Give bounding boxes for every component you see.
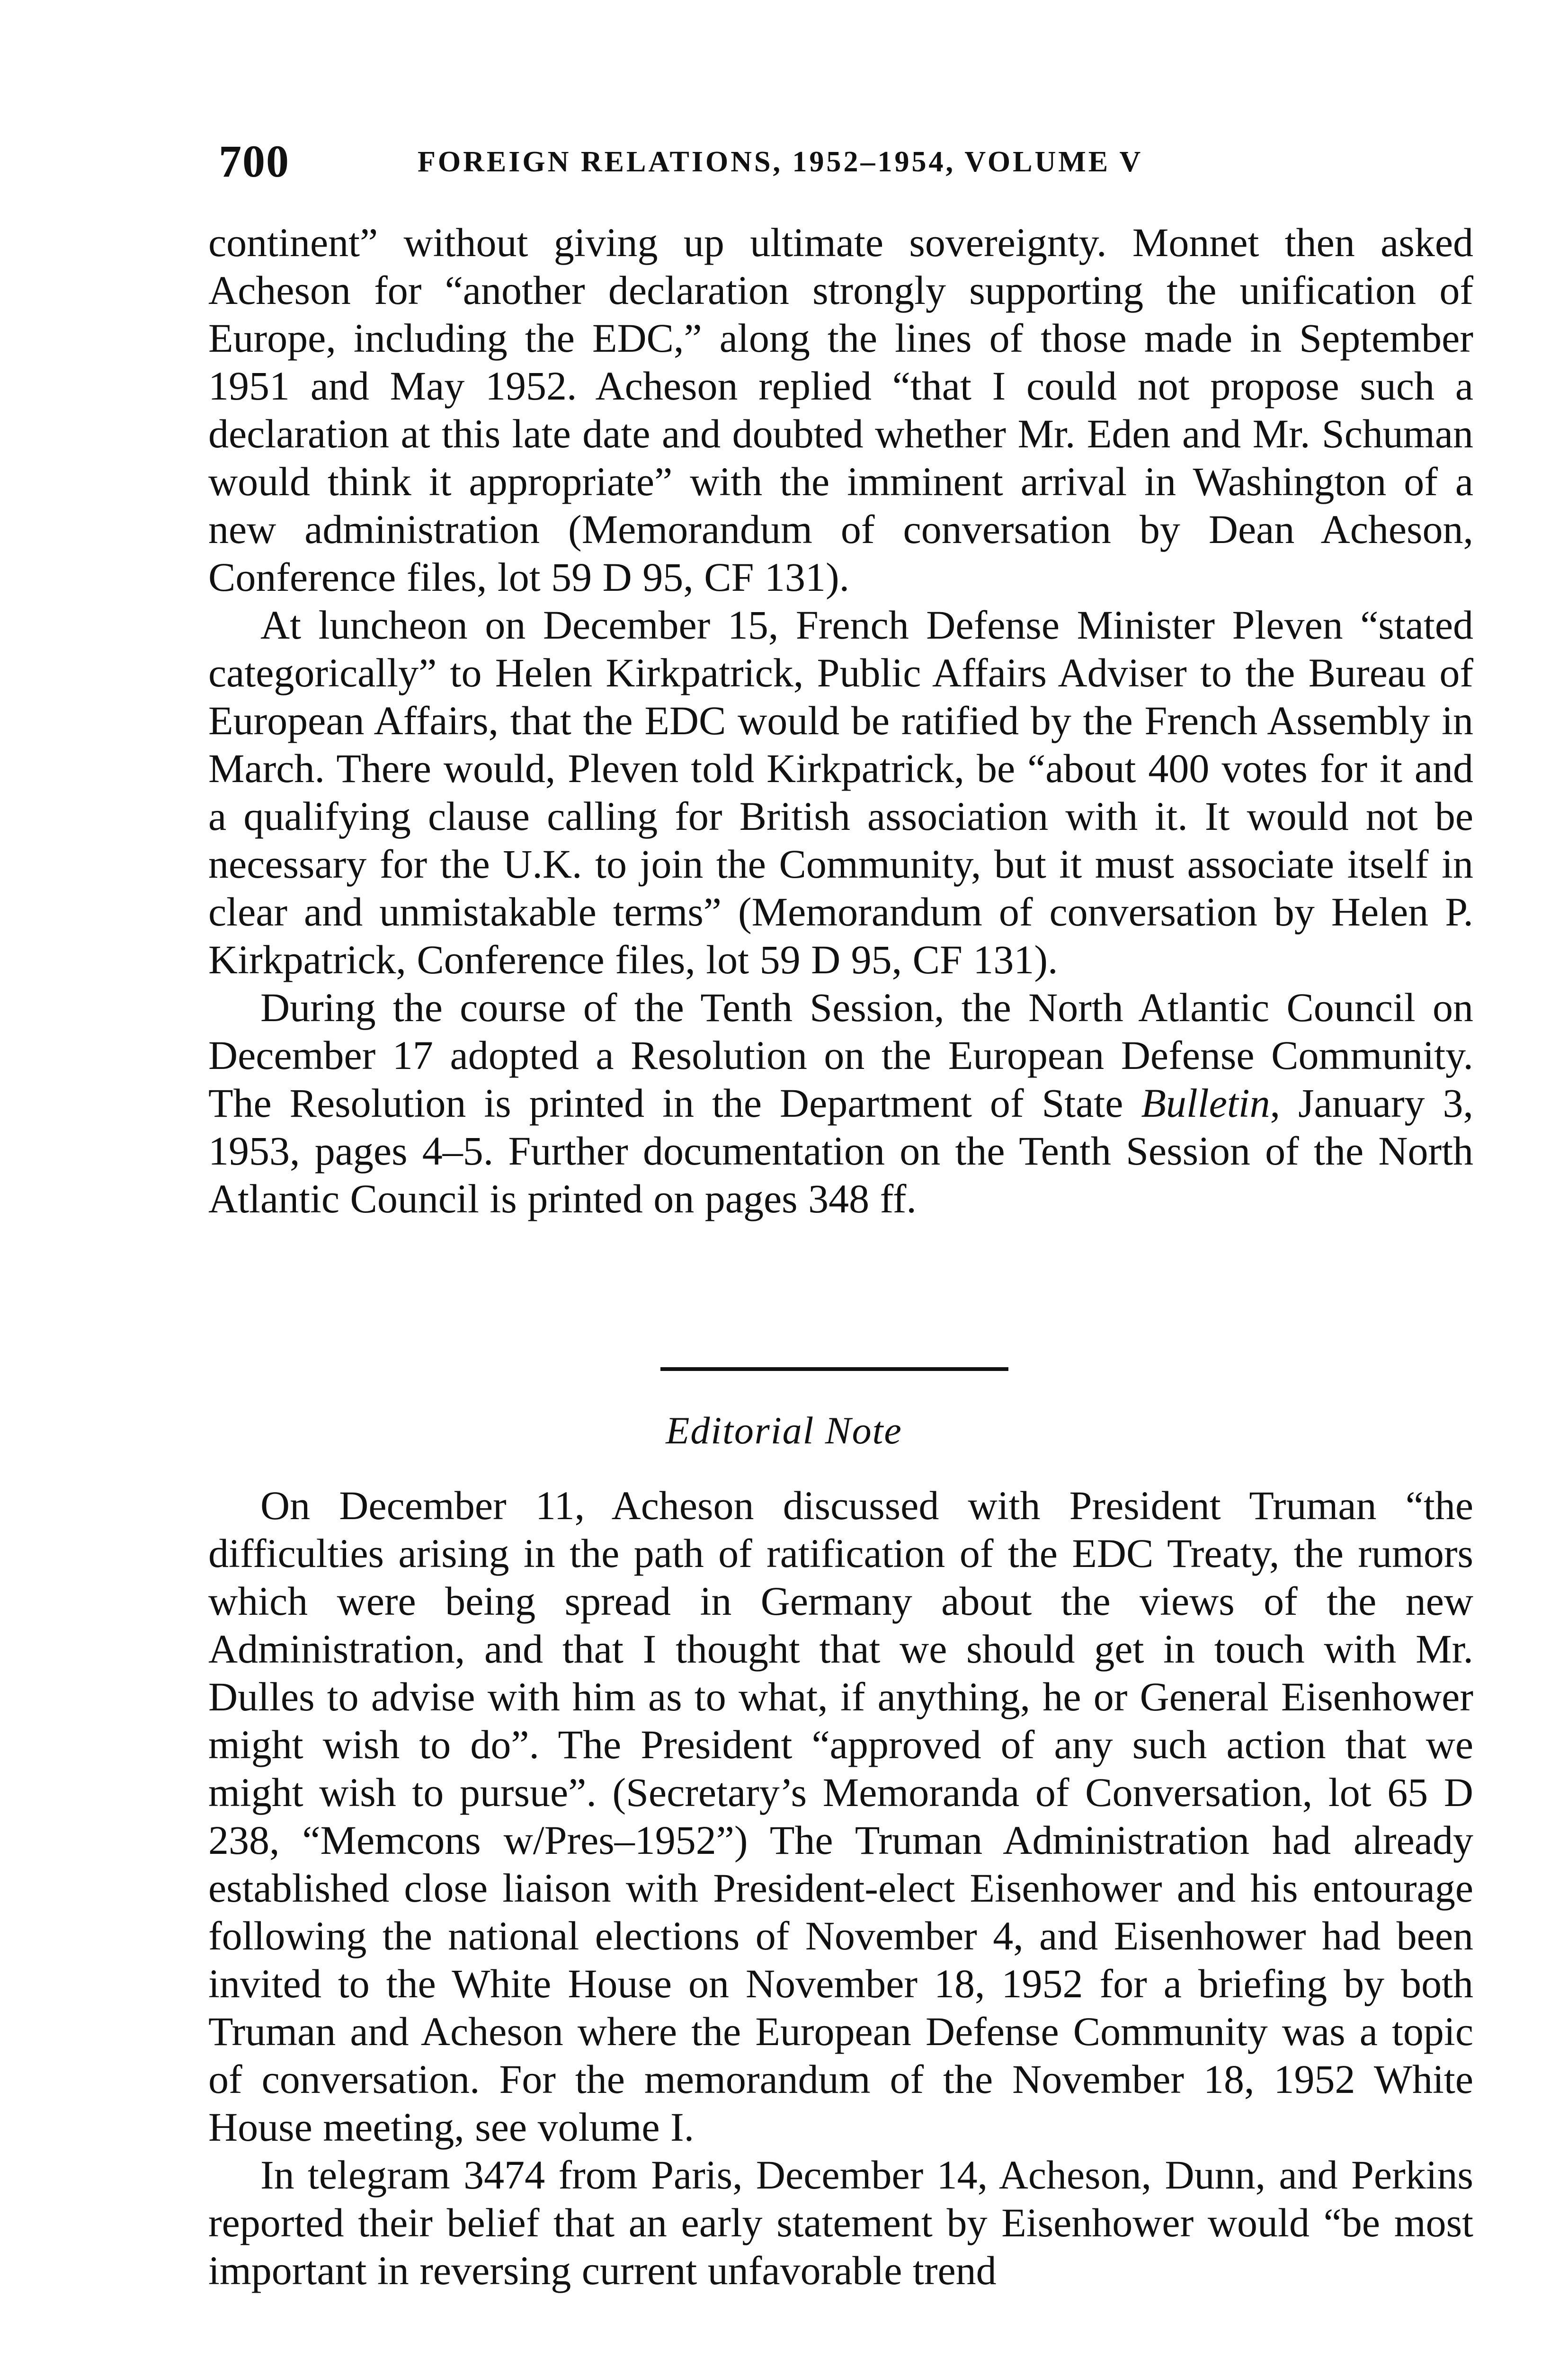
- page-number: 700: [219, 136, 290, 187]
- body-text-upper: [208, 219, 1473, 1223]
- section-divider: [660, 1367, 1008, 1371]
- paragraph-text: During the course of the Tenth Session, the North Atlantic Council on December 17 adopted a Resolution on the European Defense Community. The Resolution is printed in the Department of State: [208, 985, 1473, 1126]
- page-header: [219, 135, 1469, 192]
- running-head: FOREIGN RELATIONS, 1952–1954, VOLUME V: [418, 146, 1143, 178]
- paragraph-truman-discussion: On December 11, Acheson discussed with President Truman “the difficulties arising in the path of ratification of the EDC Treaty, the rumors which were being spread in Germany about the views of the new Administration, and that I thought that we should get in touch with Mr. Dulles to advise with him as to what, if anything, he or General Eisenhower might wish to do”. The President “approved of any such action that we might wish to pursue”. (Secretary’s Memoranda of Conversation, lot 65 D 238, “Memcons w/Pres–1952”) The Truman Administration had already established close liaison with President-elect Eisenhower and his entourage following the national elections of November 4, and Eisenhower had been invited to the White House on November 18, 1952 for a briefing by both Truman and Acheson where the European Defense Community was a topic of conversation. For the memorandum of the November 18, 1952 White House meeting, see volume I.: [208, 1483, 1473, 2150]
- paragraph-pleven-luncheon: At luncheon on December 15, French Defense Minister Pleven “stated categorically” to Helen Kirkpatrick, Public Affairs Adviser to the Bureau of European Affairs, that the EDC would be ratified by the French Assembly in March. There would, Pleven told Kirkpatrick, be “about 400 votes for it and a qualifying clause calling for British association with it. It would not be necessary for the U.K. to join the Community, but it must associate itself in clear and unmistakable terms” (Memorandum of conversation by Helen P. Kirkpatrick, Conference files, lot 59 D 95, CF 131).: [208, 602, 1473, 982]
- paragraph-text: , January 3, 1953, pages 4–5. Further documentation on the Tenth Session of the North Atlantic Council is printed on pages 348 ff.: [208, 1080, 1473, 1221]
- body-text-lower: [208, 1482, 1473, 2295]
- paragraph-tenth-session: [208, 984, 1473, 1223]
- bulletin-italic: Bulletin: [1141, 1080, 1270, 1126]
- editorial-note-heading: Editorial Note: [666, 1409, 902, 1452]
- paragraph-telegram-3474: In telegram 3474 from Paris, December 14, Acheson, Dunn, and Perkins reported their belief that an early statement by Eisenhower would “be most important in reversing current unfavorable trend: [208, 2152, 1473, 2293]
- paragraph-continuation: continent” without giving up ultimate sovereignty. Monnet then asked Acheson for “another declaration strongly supporting the unification of Europe, including the EDC,” along the lines of those made in September 1951 and May 1952. Acheson replied “that I could not propose such a declaration at this late date and doubted whether Mr. Eden and Mr. Schuman would think it appropriate” with the imminent arrival in Washington of a new administration (Memorandum of conversation by Dean Acheson, Conference files, lot 59 D 95, CF 131).: [208, 220, 1473, 600]
